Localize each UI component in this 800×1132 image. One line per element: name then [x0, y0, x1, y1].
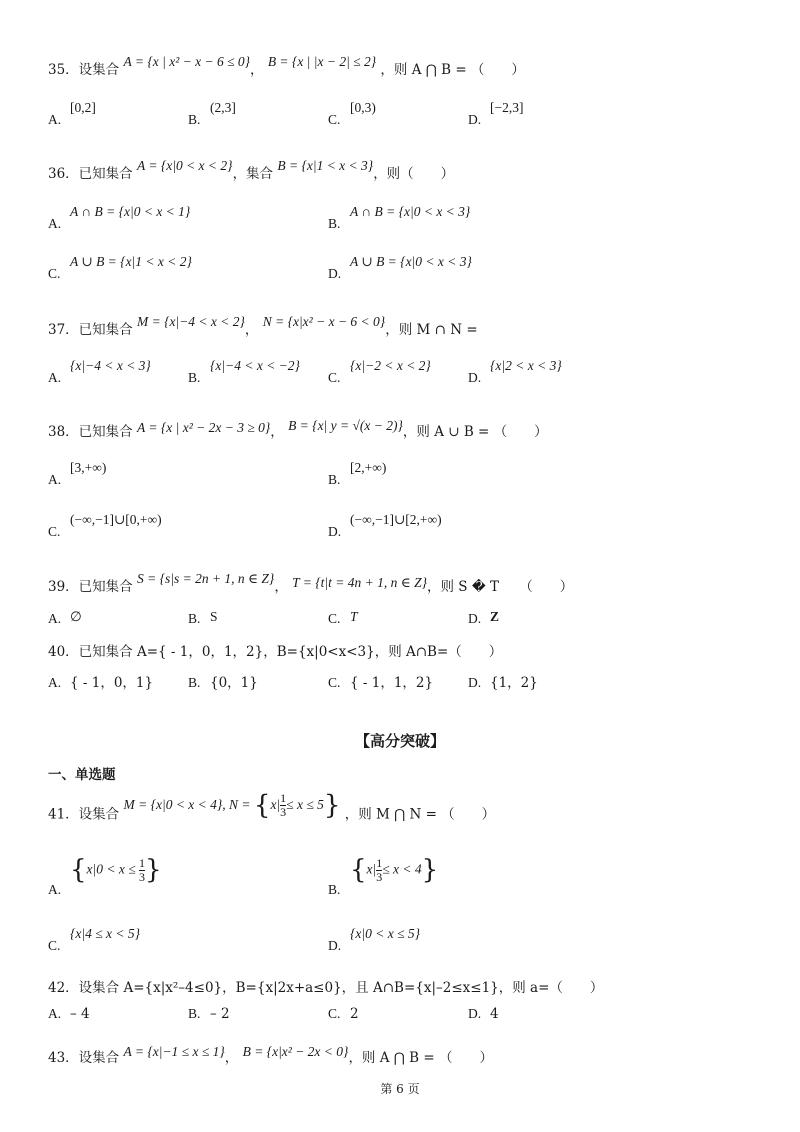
q43-set-b: B = {x|x² − 2x < 0}: [242, 1044, 349, 1059]
question-37-number: 37．已知集合: [48, 322, 133, 338]
q41-option-c[interactable]: C.{x|4 ≤ x < 5}: [48, 926, 141, 953]
q35-set-a: A = {x | x² − x − 6 ≤ 0}: [123, 54, 251, 69]
question-35-number: 35．设集合: [48, 62, 120, 78]
question-41-number: 41．设集合: [48, 806, 120, 823]
q36-set-b: B = {x|1 < x < 3}: [277, 158, 374, 173]
q40-option-b[interactable]: B. {0，1}: [188, 675, 258, 691]
q37-option-a[interactable]: A.{x|−4 < x < 3}: [48, 358, 151, 385]
q38-option-b[interactable]: B.[2,+∞): [328, 460, 387, 487]
question-36-number: 36．已知集合: [48, 166, 133, 182]
q39-option-b[interactable]: B. S: [188, 609, 218, 626]
q41-option-b[interactable]: B.{x| $\frac{1}{3}$ ≤ x < 4}: [328, 855, 439, 897]
q35-tail: ，则 A ⋂ B = （ ）: [380, 62, 525, 78]
question-43: 43．设集合 A = {x|−1 ≤ x ≤ 1}， B = {x|x² − 2x < 0}，则 A ⋂ B = （ ）: [48, 1044, 493, 1066]
q42-option-d[interactable]: D. 4: [468, 1006, 499, 1022]
q39-option-a[interactable]: A. ∅: [48, 609, 82, 626]
q35-option-c[interactable]: C.[0,3): [328, 100, 376, 127]
question-36: 36．已知集合 A = {x|0 < x < 2}，集合 B = {x|1 < x < 3}，则（ ）: [48, 158, 455, 182]
q39-set-s: S = {s|s = 2n + 1, n ∈ Z}: [136, 571, 275, 586]
question-35: 35．设集合 A = {x | x² − x − 6 ≤ 0}， B = {x | |x − 2| ≤ 2} ，则 A ⋂ B = （ ）: [48, 54, 525, 78]
question-39: 39．已知集合 S = {s|s = 2n + 1, n ∈ Z}， T = {t|t = 4n + 1, n ∈ Z}，则 S � T （ ）: [48, 571, 574, 595]
question-41: 41．设集合 M = {x|0 < x < 4}, N = {x| $\frac{1}{3}$ ≤ x ≤ 5} ，则 M ⋂ N = （ ）: [48, 790, 496, 823]
q42-option-c[interactable]: C. 2: [328, 1006, 359, 1022]
q42-option-b[interactable]: B. – 2: [188, 1006, 230, 1022]
question-38: 38．已知集合 A = {x | x² − 2x − 3 ≥ 0}， B = {x| y = √(x − 2)}，则 A ∪ B = （ ）: [48, 418, 548, 440]
q40-option-a[interactable]: A. { - 1，0，1}: [48, 675, 154, 691]
q35-option-a[interactable]: A.[0,2]: [48, 100, 96, 127]
q37-option-b[interactable]: B.{x|−4 < x < −2}: [188, 358, 300, 385]
q39-option-d[interactable]: D. Z: [468, 609, 500, 626]
q41-set-m: M = {x|0 < x < 4}, N =: [123, 796, 254, 812]
question-37: 37．已知集合 M = {x|−4 < x < 2}， N = {x|x² − x − 6 < 0}，则 M ∩ N =: [48, 314, 478, 338]
q40-option-d[interactable]: D. {1，2}: [468, 675, 538, 691]
q43-set-a: A = {x|−1 ≤ x ≤ 1}: [123, 1044, 225, 1059]
q35-option-d[interactable]: D.[−2,3]: [468, 100, 524, 127]
q39-set-t: T = {t|t = 4n + 1, n ∈ Z}: [292, 575, 427, 590]
page-number: 第 6 页: [380, 1082, 420, 1096]
q42-option-a[interactable]: A. – 4: [48, 1006, 90, 1022]
question-40: 40．已知集合 A={ - 1，0，1，2}，B={x|0<x<3}，则 A∩B=（ ）: [48, 644, 503, 660]
q36-option-d[interactable]: D.A ∪ B = {x|0 < x < 3}: [328, 254, 472, 281]
q38-set-b: B = {x| y = √(x − 2)}: [288, 418, 403, 433]
q37-set-m: M = {x|−4 < x < 2}: [136, 314, 245, 329]
q36-option-c[interactable]: C.A ∪ B = {x|1 < x < 2}: [48, 254, 192, 281]
q38-option-d[interactable]: D.(−∞,−1]∪[2,+∞): [328, 512, 442, 539]
q38-option-c[interactable]: C.(−∞,−1]∪[0,+∞): [48, 512, 162, 539]
question-39-number: 39．已知集合: [48, 579, 133, 595]
q38-option-a[interactable]: A.[3,+∞): [48, 460, 107, 487]
question-42: 42．设集合 A={x|x²–4≤0}，B={x|2x+a≤0}，且 A∩B={x|–2≤x≤1}，则 a=（ ）: [48, 980, 604, 996]
q41-option-a[interactable]: A.{x|0 < x ≤ $\frac{1}{3}$ }: [48, 855, 162, 897]
q38-set-a: A = {x | x² − 2x − 3 ≥ 0}: [136, 420, 271, 435]
q37-set-n: N = {x|x² − x − 6 < 0}: [262, 314, 386, 329]
q36-option-b[interactable]: B.A ∩ B = {x|0 < x < 3}: [328, 204, 471, 231]
section-title: 一、单选题: [48, 767, 116, 783]
section-heading: 【高分突破】: [354, 732, 445, 750]
question-38-number: 38．已知集合: [48, 424, 133, 440]
q35-set-b: B = {x | |x − 2| ≤ 2}: [267, 54, 377, 69]
q40-option-c[interactable]: C. { - 1，1，2}: [328, 675, 434, 691]
q36-option-a[interactable]: A.A ∩ B = {x|0 < x < 1}: [48, 204, 191, 231]
q37-option-d[interactable]: D.{x|2 < x < 3}: [468, 358, 562, 385]
q41-tail: ，则 M ⋂ N = （ ）: [344, 806, 496, 823]
q37-option-c[interactable]: C.{x|−2 < x < 2}: [328, 358, 431, 385]
q36-set-a: A = {x|0 < x < 2}: [136, 158, 233, 173]
q39-option-c[interactable]: C. T: [328, 609, 358, 626]
q35-option-b[interactable]: B.(2,3]: [188, 100, 236, 127]
q41-option-d[interactable]: D.{x|0 < x ≤ 5}: [328, 926, 421, 953]
question-43-number: 43．设集合: [48, 1050, 120, 1066]
